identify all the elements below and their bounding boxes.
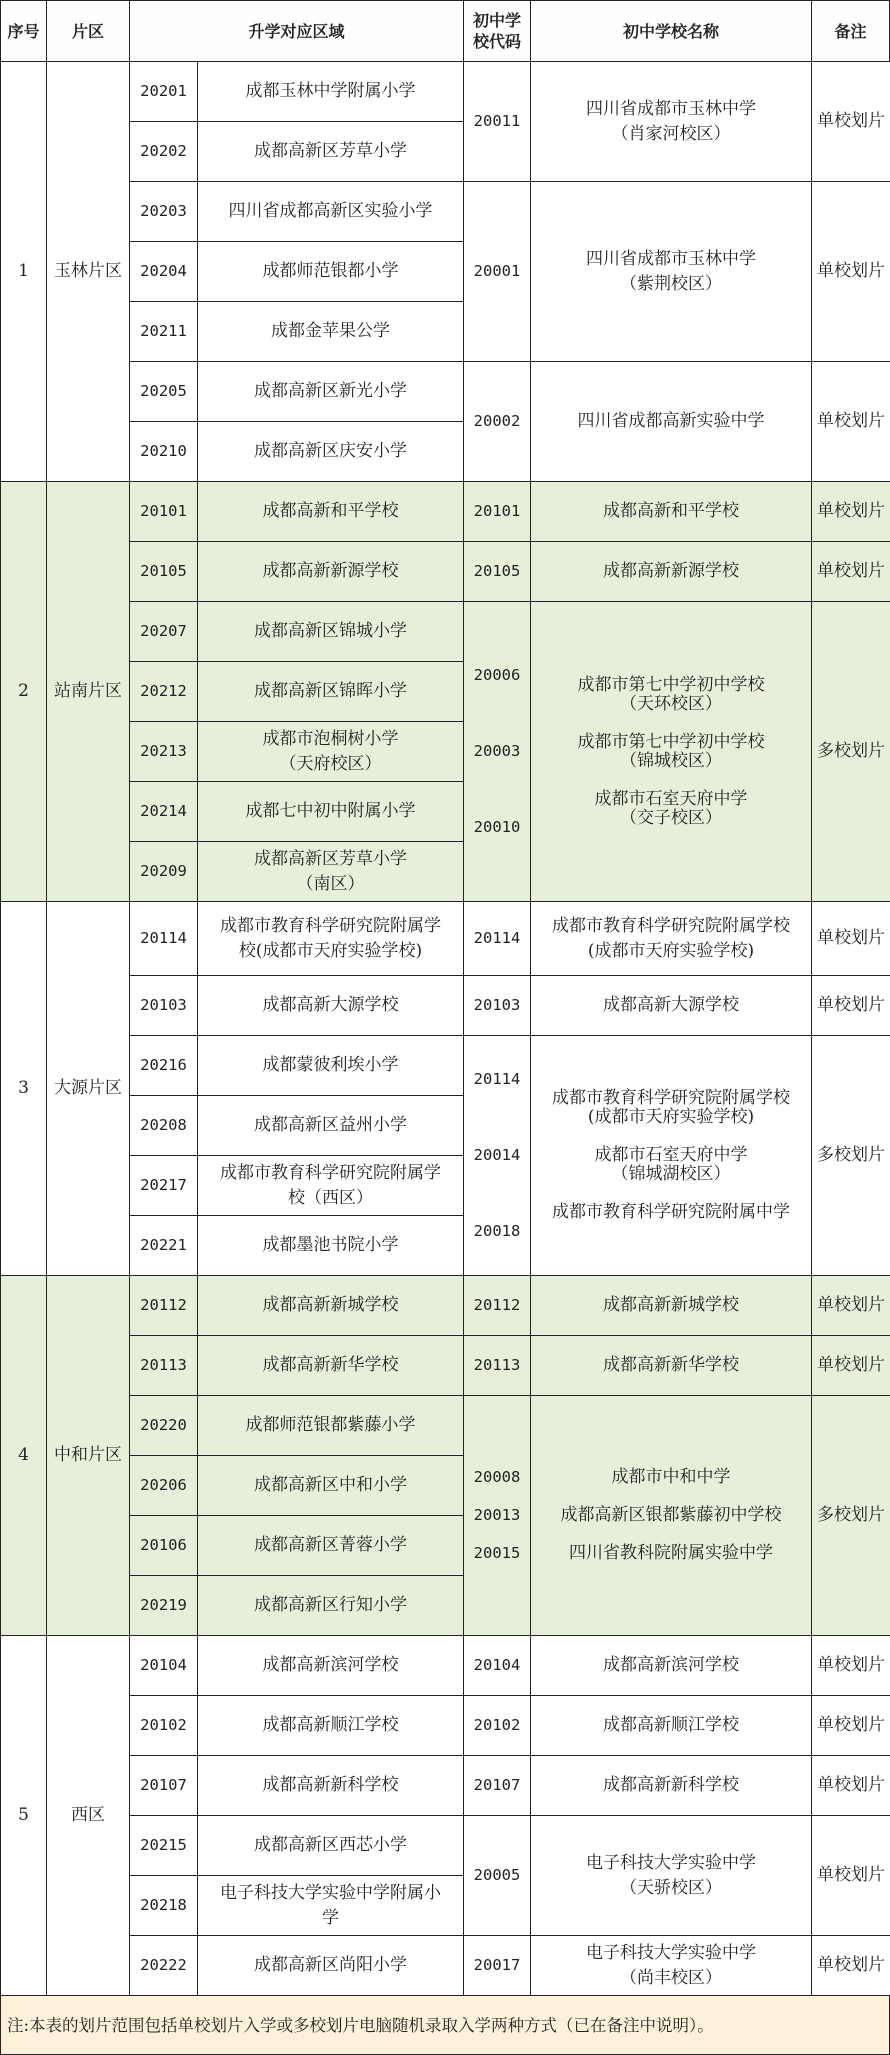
remark: 单校划片 (811, 1935, 890, 1996)
group-area: 玉林片区 (46, 61, 130, 482)
group-area: 西区 (46, 1635, 130, 1996)
primary-school-name: 成都玉林中学附属小学 (197, 61, 464, 122)
primary-code: 20207 (129, 601, 198, 662)
remark: 多校划片 (811, 1035, 890, 1276)
middle-school-name: 成都高新新华学校 (530, 1335, 812, 1396)
remark: 单校划片 (811, 901, 890, 976)
primary-code: 20103 (129, 975, 198, 1036)
remark: 单校划片 (811, 975, 890, 1036)
primary-school-name: 成都高新区芳草小学 （南区） (197, 841, 464, 902)
primary-code: 20202 (129, 121, 198, 182)
header-remark: 备注 (811, 0, 890, 62)
primary-school-name: 成都师范银都紫藤小学 (197, 1395, 464, 1456)
remark: 单校划片 (811, 61, 890, 182)
header-area: 片区 (46, 0, 130, 62)
middle-school-name: 成都高新新源学校 (530, 541, 812, 602)
middle-school-name: 成都市中和中学 成都高新区银都紫藤初中学校 四川省教科院附属实验中学 (530, 1395, 812, 1636)
primary-code: 20107 (129, 1755, 198, 1816)
primary-school-name: 成都高新新源学校 (197, 541, 464, 602)
remark: 多校划片 (811, 601, 890, 902)
middle-school-code: 20001 (463, 181, 531, 362)
middle-school-code: 20005 (463, 1815, 531, 1936)
middle-school-name: 成都市教育科学研究院附属学校 (成都市天府实验学校) 成都市石室天府中学 （锦城湖校区） 成都市教育科学研究院附属中学 (530, 1035, 812, 1276)
primary-code: 20214 (129, 781, 198, 842)
primary-school-name: 成都高新区中和小学 (197, 1455, 464, 1516)
middle-school-name: 成都高新和平学校 (530, 481, 812, 542)
middle-school-code: 20011 (463, 61, 531, 182)
primary-code: 20205 (129, 361, 198, 422)
remark: 单校划片 (811, 1695, 890, 1756)
primary-code: 20102 (129, 1695, 198, 1756)
middle-school-code: 20107 (463, 1755, 531, 1816)
primary-school-name: 成都高新新华学校 (197, 1335, 464, 1396)
primary-code: 20203 (129, 181, 198, 242)
primary-school-name: 成都蒙彼利埃小学 (197, 1035, 464, 1096)
primary-school-name: 成都高新区行知小学 (197, 1575, 464, 1636)
primary-school-name: 电子科技大学实验中学附属小 学 (197, 1875, 464, 1936)
primary-code: 20101 (129, 481, 198, 542)
primary-school-name: 成都高新区锦晖小学 (197, 661, 464, 722)
middle-school-name: 四川省成都市玉林中学 （肖家河校区） (530, 61, 812, 182)
primary-code: 20222 (129, 1935, 198, 1996)
primary-code: 20114 (129, 901, 198, 976)
remark: 单校划片 (811, 1635, 890, 1696)
group-area: 站南片区 (46, 481, 130, 902)
middle-school-code: 20017 (463, 1935, 531, 1996)
group-area: 大源片区 (46, 901, 130, 1276)
primary-code: 20112 (129, 1275, 198, 1336)
primary-code: 20220 (129, 1395, 198, 1456)
middle-school-code: 20113 (463, 1335, 531, 1396)
primary-school-name: 成都高新和平学校 (197, 481, 464, 542)
header-seq: 序号 (0, 0, 47, 62)
middle-school-code: 20104 (463, 1635, 531, 1696)
primary-school-name: 成都高新区西芯小学 (197, 1815, 464, 1876)
primary-school-name: 成都金苹果公学 (197, 301, 464, 362)
primary-code: 20221 (129, 1215, 198, 1276)
primary-school-name: 成都高新区菁蓉小学 (197, 1515, 464, 1576)
primary-school-name: 成都高新滨河学校 (197, 1635, 464, 1696)
header-middle-name: 初中学校名称 (530, 0, 812, 62)
middle-school-code: 20112 (463, 1275, 531, 1336)
primary-code: 20210 (129, 421, 198, 482)
group-seq: 4 (0, 1275, 47, 1636)
primary-code: 20208 (129, 1095, 198, 1156)
middle-school-name: 四川省成都高新实验中学 (530, 361, 812, 482)
primary-code: 20104 (129, 1635, 198, 1696)
middle-school-code: 20102 (463, 1695, 531, 1756)
primary-school-name: 成都高新新科学校 (197, 1755, 464, 1816)
primary-code: 20216 (129, 1035, 198, 1096)
primary-code: 20218 (129, 1875, 198, 1936)
middle-school-name: 成都高新滨河学校 (530, 1635, 812, 1696)
primary-code: 20206 (129, 1455, 198, 1516)
primary-school-name: 成都高新区芳草小学 (197, 121, 464, 182)
primary-school-name: 成都高新区尚阳小学 (197, 1935, 464, 1996)
primary-school-name: 成都高新区庆安小学 (197, 421, 464, 482)
middle-school-code: 20002 (463, 361, 531, 482)
middle-school-name: 成都高新顺江学校 (530, 1695, 812, 1756)
primary-code: 20204 (129, 241, 198, 302)
group-area: 中和片区 (46, 1275, 130, 1636)
remark: 单校划片 (811, 1275, 890, 1336)
header-code: 初中学 校代码 (463, 0, 531, 62)
primary-school-name: 成都市泡桐树小学 （天府校区） (197, 721, 464, 782)
primary-school-name: 四川省成都高新区实验小学 (197, 181, 464, 242)
middle-school-code: 20101 (463, 481, 531, 542)
header-primary-area: 升学对应区域 (129, 0, 464, 62)
group-seq: 5 (0, 1635, 47, 1996)
remark: 单校划片 (811, 181, 890, 362)
primary-school-name: 成都高新区新光小学 (197, 361, 464, 422)
remark: 单校划片 (811, 541, 890, 602)
primary-school-name: 成都高新新城学校 (197, 1275, 464, 1336)
primary-school-name: 成都高新顺江学校 (197, 1695, 464, 1756)
primary-code: 20213 (129, 721, 198, 782)
middle-school-name: 成都市教育科学研究院附属学校 (成都市天府实验学校) (530, 901, 812, 976)
primary-school-name: 成都市教育科学研究院附属学 校(成都市天府实验学校) (197, 901, 464, 976)
remark: 多校划片 (811, 1395, 890, 1636)
middle-school-name: 成都市第七中学初中学校 （天环校区） 成都市第七中学初中学校 （锦城校区） 成都市石室天府中学 （交子校区） (530, 601, 812, 902)
middle-school-name: 电子科技大学实验中学 （天骄校区） (530, 1815, 812, 1936)
primary-code: 20209 (129, 841, 198, 902)
primary-code: 20106 (129, 1515, 198, 1576)
primary-school-name: 成都高新区益州小学 (197, 1095, 464, 1156)
middle-school-code: 20114 (463, 901, 531, 976)
primary-code: 20201 (129, 61, 198, 122)
primary-code: 20217 (129, 1155, 198, 1216)
remark: 单校划片 (811, 1755, 890, 1816)
primary-school-name: 成都墨池书院小学 (197, 1215, 464, 1276)
middle-school-code: 20006 20003 20010 (463, 601, 531, 902)
middle-school-name: 成都高新大源学校 (530, 975, 812, 1036)
primary-code: 20219 (129, 1575, 198, 1636)
middle-school-name: 电子科技大学实验中学 （尚丰校区） (530, 1935, 812, 1996)
middle-school-name: 四川省成都市玉林中学 （紫荆校区） (530, 181, 812, 362)
remark: 单校划片 (811, 361, 890, 482)
middle-school-name: 成都高新新科学校 (530, 1755, 812, 1816)
remark: 单校划片 (811, 1335, 890, 1396)
primary-code: 20212 (129, 661, 198, 722)
middle-school-code: 20114 20014 20018 (463, 1035, 531, 1276)
middle-school-code: 20105 (463, 541, 531, 602)
footnote: 注:本表的划片范围包括单校划片入学或多校划片电脑随机录取入学两种方式（已在备注中说明）。 (0, 1995, 890, 2055)
remark: 单校划片 (811, 1815, 890, 1936)
primary-school-name: 成都高新区锦城小学 (197, 601, 464, 662)
primary-school-name: 成都师范银都小学 (197, 241, 464, 302)
middle-school-name: 成都高新新城学校 (530, 1275, 812, 1336)
middle-school-code: 20008 20013 20015 (463, 1395, 531, 1636)
primary-code: 20211 (129, 301, 198, 362)
remark: 单校划片 (811, 481, 890, 542)
primary-code: 20113 (129, 1335, 198, 1396)
primary-code: 20105 (129, 541, 198, 602)
group-seq: 2 (0, 481, 47, 902)
primary-code: 20215 (129, 1815, 198, 1876)
primary-school-name: 成都市教育科学研究院附属学 校（西区） (197, 1155, 464, 1216)
primary-school-name: 成都七中初中附属小学 (197, 781, 464, 842)
group-seq: 3 (0, 901, 47, 1276)
middle-school-code: 20103 (463, 975, 531, 1036)
primary-school-name: 成都高新大源学校 (197, 975, 464, 1036)
group-seq: 1 (0, 61, 47, 482)
